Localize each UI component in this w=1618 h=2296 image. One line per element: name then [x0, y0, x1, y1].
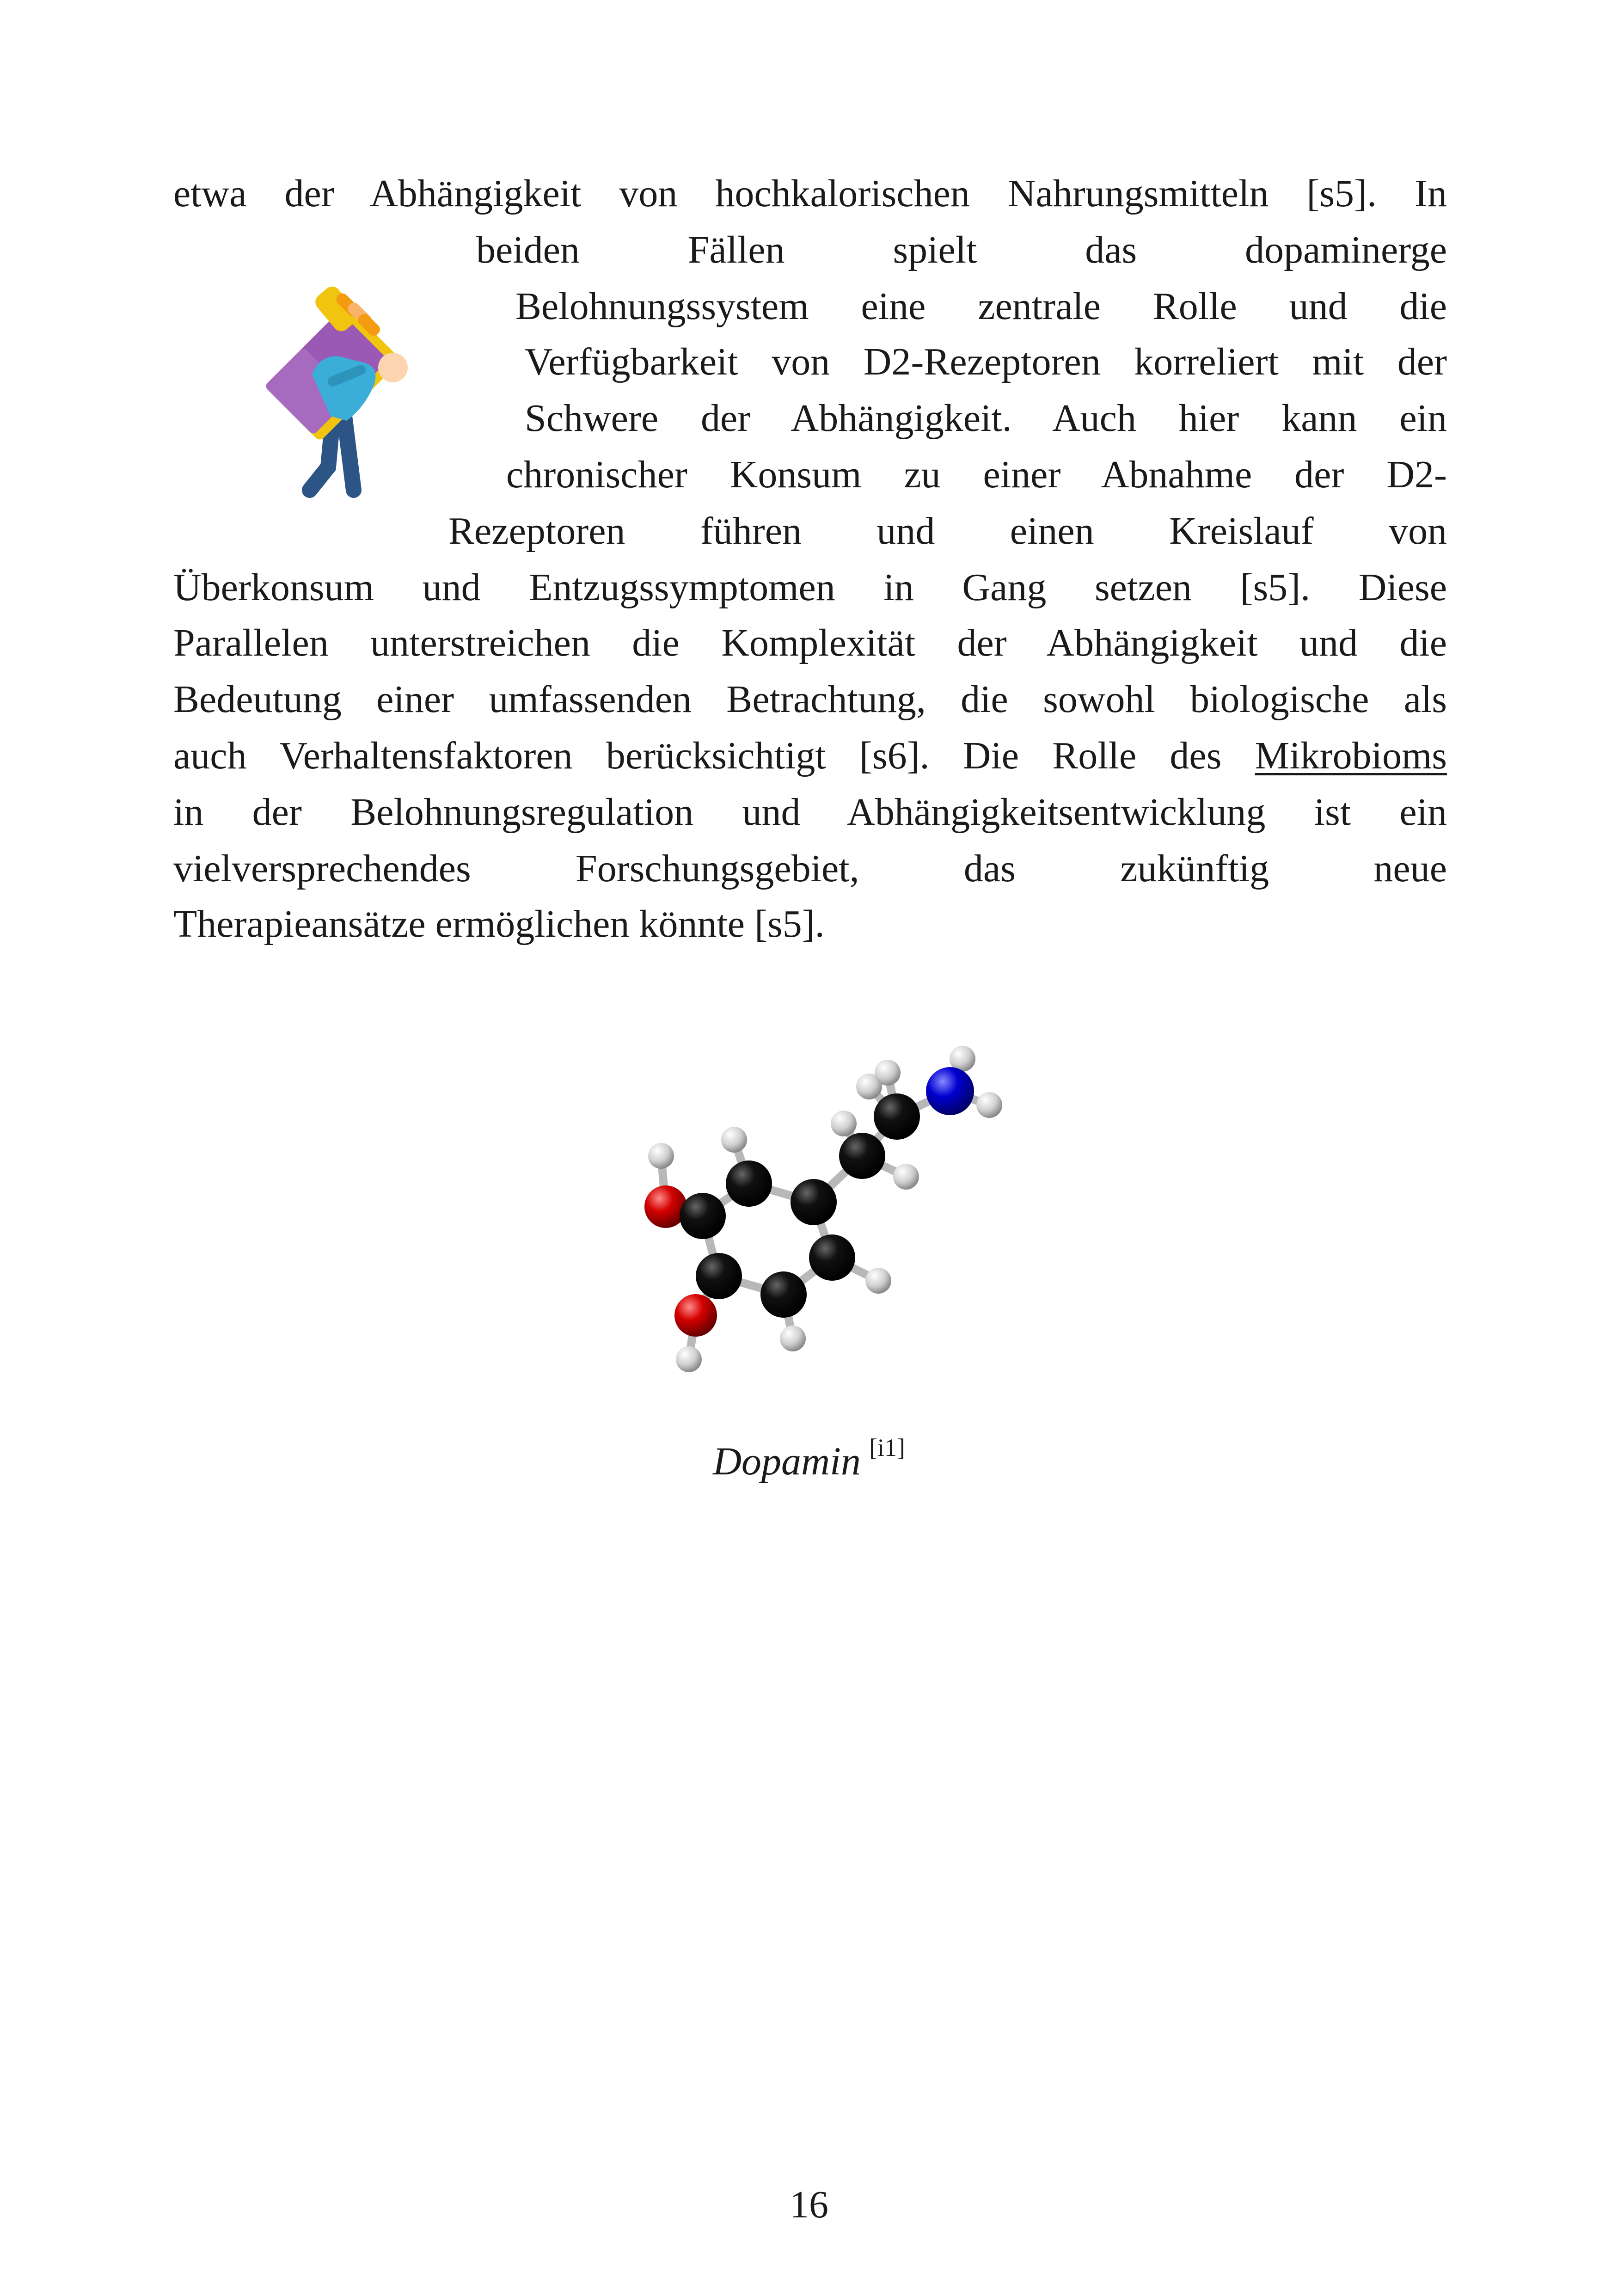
- hydrogen-atom: [875, 1060, 901, 1086]
- carbon-atom: [680, 1193, 726, 1239]
- hydrogen-atom: [865, 1268, 891, 1294]
- hydrogen-atom: [780, 1326, 806, 1351]
- body-line-2: beiden Fällen spielt das dopaminerge: [476, 228, 1447, 271]
- body-line-10: Bedeutung einer umfassenden Betrachtung, die sowohl biologische als: [173, 678, 1447, 721]
- carbon-atom: [696, 1253, 742, 1299]
- hydrogen-atom: [648, 1143, 674, 1169]
- body-line-14: Therapieansätze ermöglichen könnte [s5].: [173, 902, 825, 945]
- body-line-5: Schwere der Abhängigkeit. Auch hier kann ein: [525, 397, 1447, 440]
- person-carrying-box-icon: [240, 273, 425, 504]
- body-line-8: Überkonsum und Entzugssymptomen in Gang setzen [s5]. Diese: [173, 566, 1447, 609]
- caption-citation[interactable]: [i1]: [869, 1434, 906, 1461]
- body-line-12: in der Belohnungsregulation und Abhängigkeitsentwicklung ist ein: [173, 791, 1447, 834]
- molecule-atoms: [644, 1046, 1002, 1372]
- body-line-1: [173, 171, 1447, 216]
- hydrogen-atom: [721, 1127, 747, 1153]
- carbon-atom: [839, 1133, 885, 1179]
- carbon-atom: [726, 1160, 772, 1207]
- mikrobioms-link[interactable]: Mikrobioms: [1255, 734, 1447, 777]
- figure-caption: [0, 1434, 1618, 1484]
- body-line-4: Verfügbarkeit von D2-Rezeptoren korreliert mit der: [525, 340, 1447, 383]
- body-line-13: vielversprechendes Forschungsgebiet, das zukünftig neue: [173, 847, 1447, 890]
- nitrogen-atom: [926, 1067, 974, 1115]
- hydrogen-atom: [831, 1111, 857, 1136]
- page-number: 16: [790, 2183, 828, 2226]
- hydrogen-atom: [893, 1164, 919, 1190]
- hydrogen-atom: [676, 1346, 702, 1372]
- body-line-11: auch Verhaltensfaktoren berücksichtigt [s6]. Die Rolle des Mikrobioms: [173, 734, 1447, 777]
- dopamine-molecule-model: [610, 1008, 1026, 1392]
- body-text: etwa der Abhängigkeit von hochkalorischen Nahrungsmitteln [s5]. In: [173, 172, 1447, 215]
- carbon-atom: [791, 1179, 837, 1225]
- caption-text: Dopamin: [712, 1439, 861, 1483]
- body-line-3: Belohnungssystem eine zentrale Rolle und die: [515, 285, 1447, 328]
- hydrogen-atom: [976, 1092, 1002, 1118]
- carbon-atom: [809, 1234, 855, 1281]
- body-line-9: Parallelen unterstreichen die Komplexität der Abhängigkeit und die: [173, 621, 1447, 664]
- carbon-atom: [760, 1271, 807, 1318]
- body-line-7: Rezeptoren führen und einen Kreislauf von: [448, 510, 1447, 553]
- carbon-atom: [874, 1093, 920, 1140]
- oxygen-atom: [674, 1294, 717, 1337]
- body-line-6: chronischer Konsum zu einer Abnahme der D2-: [506, 453, 1447, 496]
